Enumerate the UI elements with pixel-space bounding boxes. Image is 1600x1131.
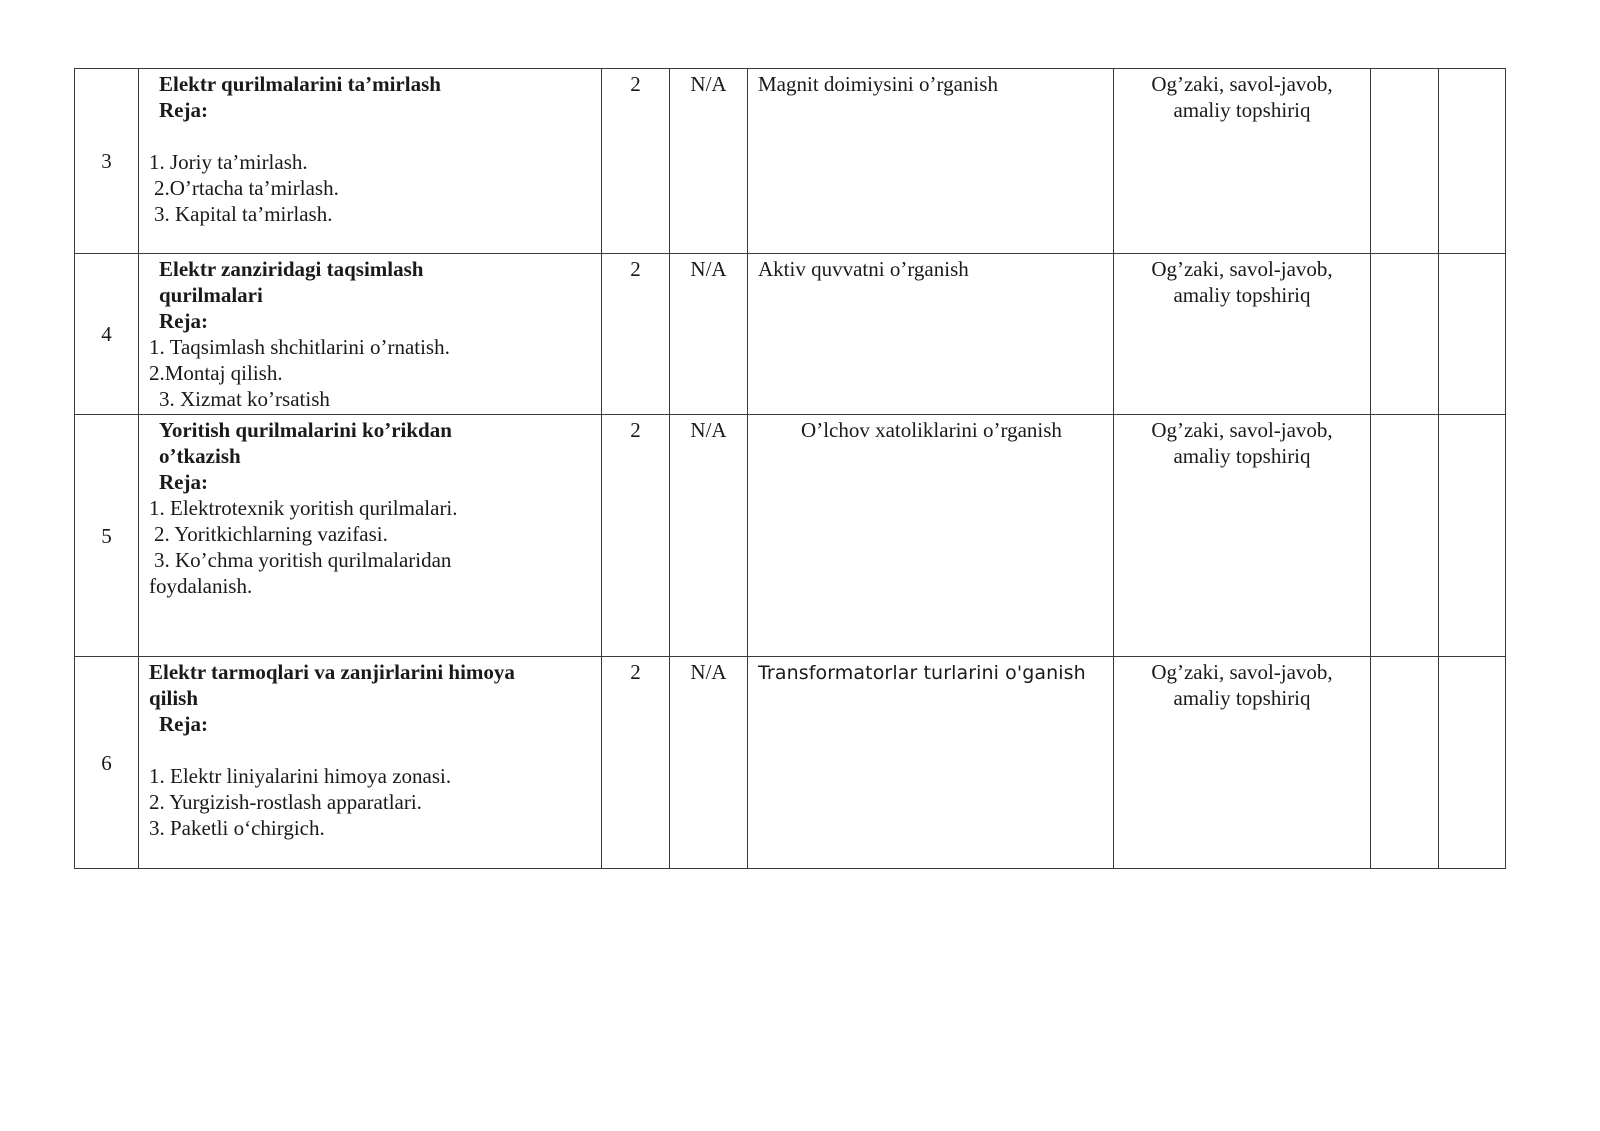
topic-cell <box>139 415 602 657</box>
row-number: 6 <box>75 657 139 869</box>
task-cell: O’lchov xatoliklarini o’rganish <box>748 415 1114 657</box>
row-number: 3 <box>75 69 139 254</box>
hours-cell: 2 <box>602 415 670 657</box>
na-cell: N/A <box>670 69 748 254</box>
topic-title: Elektr tarmoqlari va zanjirlarini himoya <box>149 660 515 684</box>
plan-item: 1. Elektr liniyalarini himoya zonasi. <box>149 764 452 788</box>
plan-item: 2. Yurgizish-rostlash apparatlari. <box>149 790 422 814</box>
control-cell <box>1114 254 1371 415</box>
topic-title: Elektr zanziridagi taqsimlash <box>159 257 424 281</box>
empty-cell <box>1439 657 1506 869</box>
na-cell: N/A <box>670 657 748 869</box>
control-line: amaliy topshiriq <box>1173 98 1311 122</box>
hours-cell: 2 <box>602 69 670 254</box>
spacer <box>149 737 593 763</box>
task-cell: Magnit doimiysini o’rganish <box>748 69 1114 254</box>
topic-title: Elektr qurilmalarini ta’mirlash <box>159 72 441 96</box>
plan-item: 1. Elektrotexnik yoritish qurilmalari. <box>149 496 458 520</box>
table-row <box>75 69 1506 254</box>
control-cell <box>1114 657 1371 869</box>
spacer <box>149 123 593 149</box>
lesson-plan-table <box>74 68 1506 869</box>
topic-cell <box>139 657 602 869</box>
plan-item: 1. Joriy ta’mirlash. <box>149 150 308 174</box>
plan-label: Reja: <box>159 98 208 122</box>
topic-title: Yoritish qurilmalarini ko’rikdan <box>159 418 452 442</box>
hours-cell: 2 <box>602 254 670 415</box>
empty-cell <box>1371 69 1439 254</box>
task-cell: Aktiv quvvatni o’rganish <box>748 254 1114 415</box>
control-line: Og’zaki, savol-javob, <box>1151 418 1333 442</box>
empty-cell <box>1371 254 1439 415</box>
topic-title: qilish <box>149 686 199 710</box>
plan-item: 3. Ko’chma yoritish qurilmalaridan <box>154 548 452 572</box>
table-row <box>75 415 1506 657</box>
plan-item: 1. Taqsimlash shchitlarini o’rnatish. <box>149 335 450 359</box>
empty-cell <box>1439 254 1506 415</box>
plan-item: foydalanish. <box>149 574 253 598</box>
control-line: amaliy topshiriq <box>1173 444 1311 468</box>
plan-item: 3. Kapital ta’mirlash. <box>154 202 333 226</box>
table-row <box>75 254 1506 415</box>
empty-cell <box>1371 657 1439 869</box>
plan-item: 2.Montaj qilish. <box>149 361 283 385</box>
hours-cell: 2 <box>602 657 670 869</box>
plan-item: 3. Paketli o‘chirgich. <box>149 816 325 840</box>
plan-item: 2. Yoritkichlarning vazifasi. <box>154 522 388 546</box>
empty-cell <box>1439 69 1506 254</box>
topic-title: qurilmalari <box>159 283 263 307</box>
na-cell: N/A <box>670 415 748 657</box>
control-cell <box>1114 415 1371 657</box>
control-cell <box>1114 69 1371 254</box>
topic-cell <box>139 254 602 415</box>
plan-item: 3. Xizmat ko’rsatish <box>159 387 330 411</box>
topic-cell <box>139 69 602 254</box>
task-cell <box>748 657 1114 869</box>
empty-cell <box>1371 415 1439 657</box>
topic-title: o’tkazish <box>159 444 241 468</box>
control-line: amaliy topshiriq <box>1173 283 1311 307</box>
table-row <box>75 657 1506 869</box>
row-number: 5 <box>75 415 139 657</box>
empty-cell <box>1439 415 1506 657</box>
plan-label: Reja: <box>159 712 208 736</box>
control-line: Og’zaki, savol-javob, <box>1151 72 1333 96</box>
control-line: Og’zaki, savol-javob, <box>1151 660 1333 684</box>
na-cell: N/A <box>670 254 748 415</box>
control-line: amaliy topshiriq <box>1173 686 1311 710</box>
control-line: Og’zaki, savol-javob, <box>1151 257 1333 281</box>
plan-item: 2.O’rtacha ta’mirlash. <box>154 176 339 200</box>
plan-label: Reja: <box>159 309 208 333</box>
plan-label: Reja: <box>159 470 208 494</box>
row-number: 4 <box>75 254 139 415</box>
task-text: Transformatorlar turlarini o'ganish <box>758 662 1086 684</box>
